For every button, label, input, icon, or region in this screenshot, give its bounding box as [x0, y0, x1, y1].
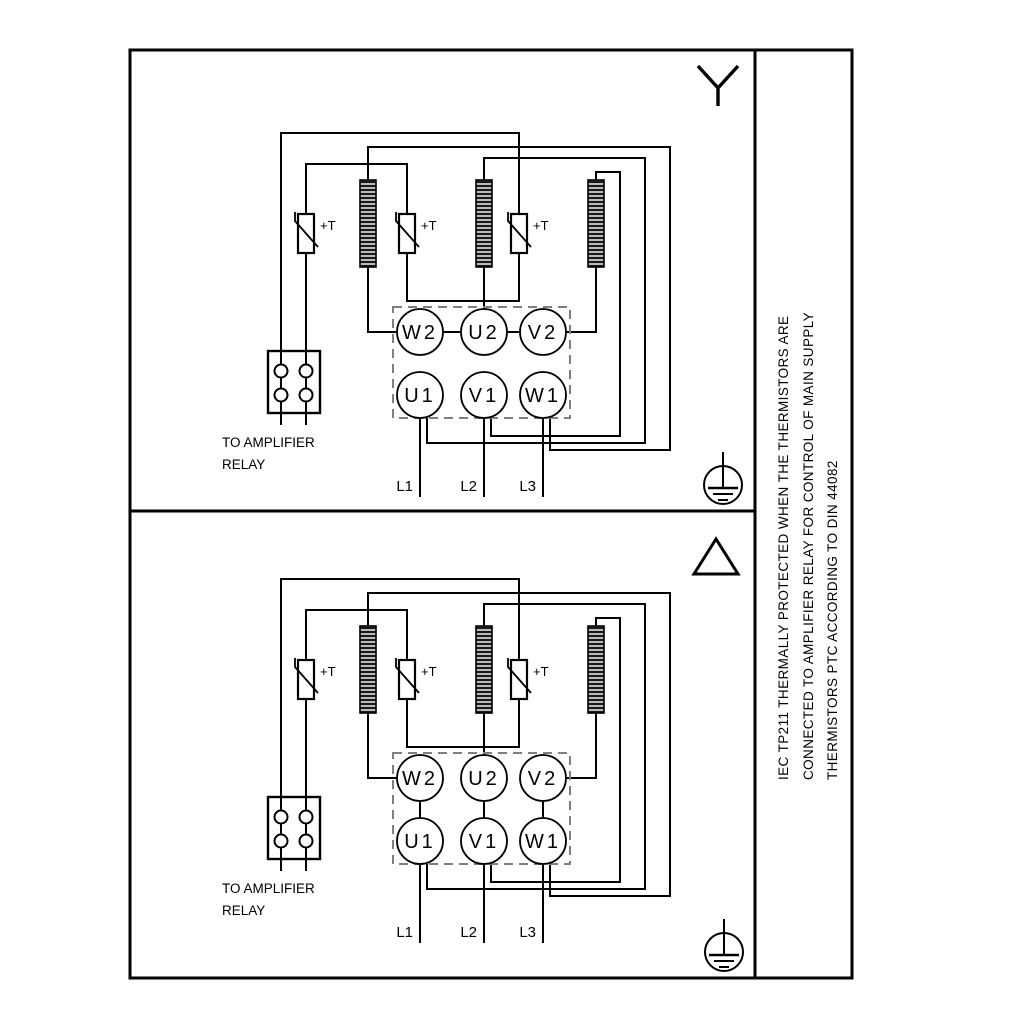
earth-icon-bottom [705, 919, 743, 971]
sidebar-note-line1: IEC TP211 THERMALLY PROTECTED WHEN THE THERMISTORS ARE [776, 315, 791, 780]
sidebar-note-line2: CONNECTED TO AMPLIFIER RELAY FOR CONTROL OF MAIN SUPPLY [801, 311, 816, 780]
thermistor-label-2: +T [421, 664, 437, 679]
delta-connection-icon [694, 539, 738, 574]
delta-bridge-links [420, 801, 543, 818]
terminal-label-w2: W2 [402, 768, 438, 790]
sidebar-note-line3: THERMISTORS PTC ACCORDING TO DIN 44082 [825, 460, 840, 780]
supply-label-l3: L3 [519, 924, 536, 941]
panel-star-connection [222, 66, 742, 504]
star-panel-circuit [268, 133, 670, 497]
thermistor-label-1: +T [320, 664, 336, 679]
relay-label-line1: TO AMPLIFIER [222, 881, 315, 896]
earth-icon-top [704, 452, 742, 504]
terminal-label-u1: U1 [404, 831, 436, 853]
terminal-label-v2: V2 [527, 322, 559, 344]
terminal-label-u2: U2 [468, 768, 500, 790]
panel-delta-connection [222, 539, 743, 971]
thermistor-label-3: +T [533, 664, 549, 679]
supply-label-l3: L3 [519, 478, 536, 495]
terminal-label-v1: V1 [468, 831, 500, 853]
terminal-label-v1: V1 [468, 385, 500, 407]
supply-label-l2: L2 [460, 478, 477, 495]
supply-label-l2: L2 [460, 924, 477, 941]
relay-label-line2: RELAY [222, 457, 266, 472]
sidebar-note [776, 312, 840, 780]
terminal-label-v2: V2 [527, 768, 559, 790]
terminal-label-w1: W1 [525, 831, 561, 853]
terminal-label-w2: W2 [402, 322, 438, 344]
terminal-label-u1: U1 [404, 385, 436, 407]
terminal-label-u2: U2 [468, 322, 500, 344]
relay-label-line1: TO AMPLIFIER [222, 435, 315, 450]
thermistor-label-3: +T [533, 218, 549, 233]
relay-label-line2: RELAY [222, 903, 266, 918]
star-connection-icon [698, 66, 738, 106]
thermistor-label-2: +T [421, 218, 437, 233]
terminal-label-w1: W1 [525, 385, 561, 407]
supply-label-l1: L1 [396, 924, 413, 941]
supply-label-l1: L1 [396, 478, 413, 495]
delta-panel-circuit [268, 579, 670, 943]
thermistor-label-1: +T [320, 218, 336, 233]
